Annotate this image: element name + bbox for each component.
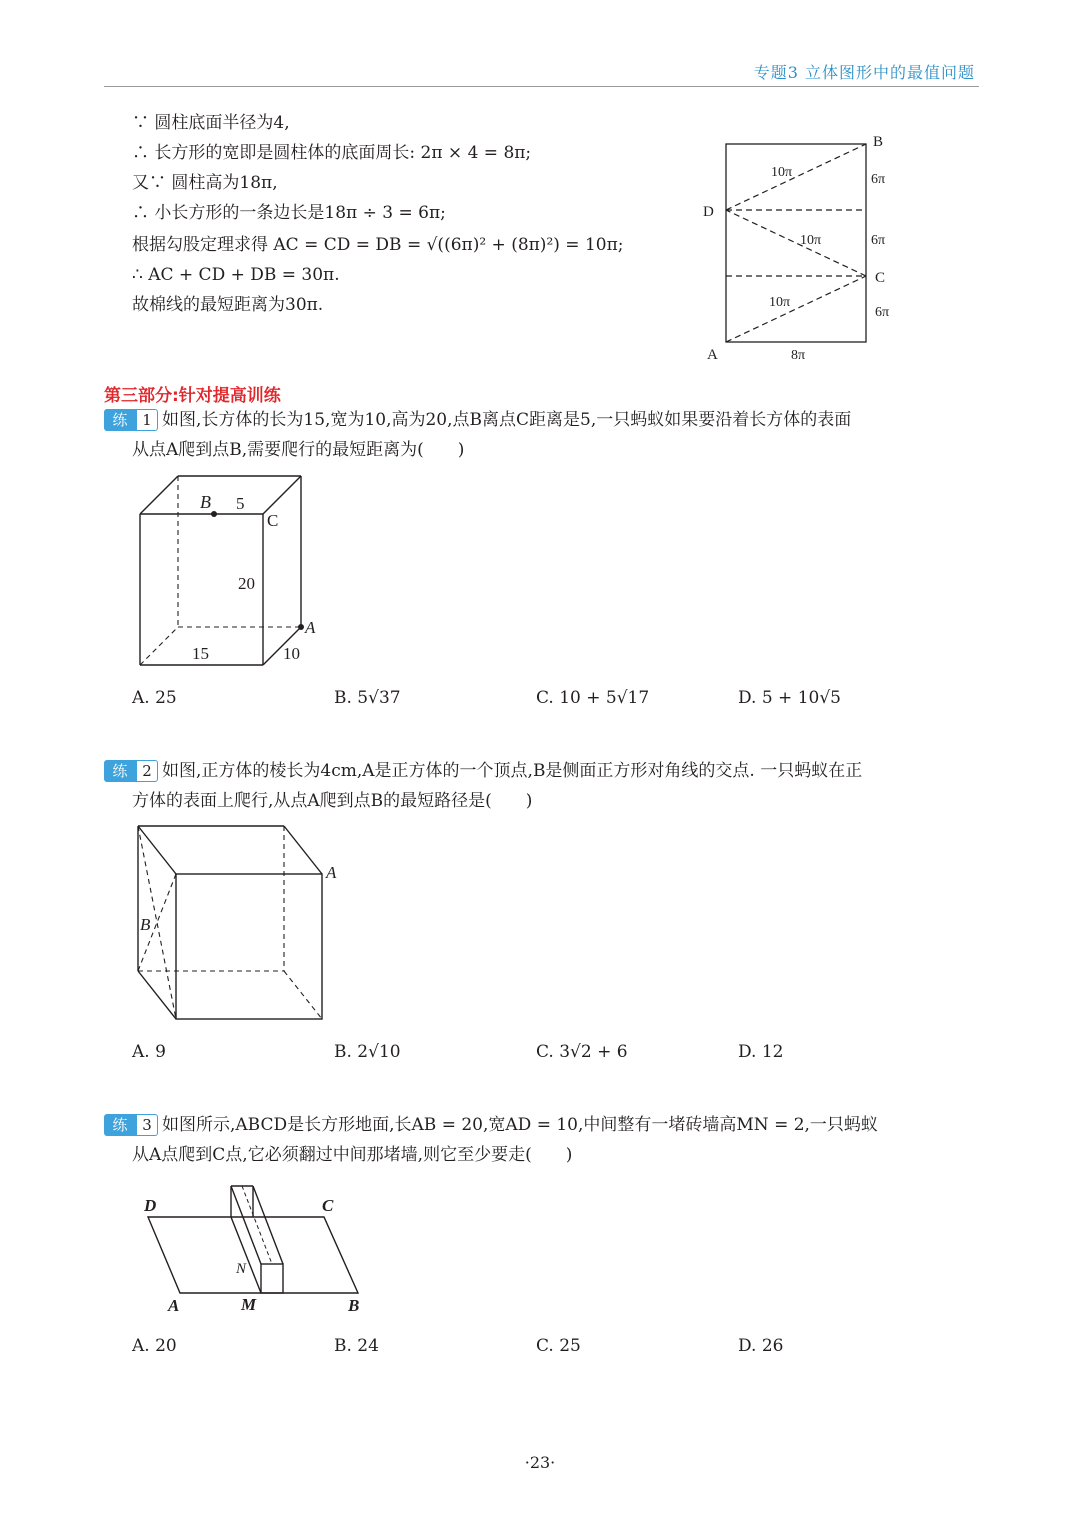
exercise-3-option-b[interactable]: B. 24 [334,1336,379,1356]
label-D: D [144,1196,157,1215]
page-number: ·23· [524,1453,556,1472]
exercise-2-text-line-2: 方体的表面上爬行,从点A爬到点B的最短路径是( ) [132,791,533,811]
unrolled-cylinder-figure [695,128,905,368]
exercise-2-option-b[interactable]: B. 2√10 [334,1042,401,1062]
exercise-badge-label: 练 [104,1114,136,1136]
label-A: A [326,863,337,882]
cube-figure [128,820,348,1025]
label-20: 20 [238,574,255,593]
solution-line-2: ∴ 长方形的宽即是圆柱体的底面周长: 2π × 4 = 8π; [132,143,532,163]
label-A: A [168,1296,180,1315]
solution-line-6: ∴ AC + CD + DB = 30π. [132,265,340,285]
label-N: N [236,1261,247,1277]
cuboid-figure [128,470,328,670]
label-side3: 6π [875,305,890,320]
exercise-2-option-a[interactable]: A. 9 [132,1042,166,1062]
rect-outline [726,144,866,342]
exercise-2-option-d[interactable]: D. 12 [738,1042,784,1062]
label-A: A [305,618,316,637]
exercise-3-option-a[interactable]: A. 20 [132,1336,177,1356]
label-side2: 6π [871,233,886,248]
exercise-1-text-line-2: 从点A爬到点B,需要爬行的最短距离为( ) [132,440,465,460]
point-B-dot [211,511,217,517]
wall-parallelogram-figure [130,1180,380,1320]
label-bottom: 8π [791,348,806,363]
label-5: 5 [236,494,245,513]
exercise-badge-number: 1 [136,409,158,431]
point-A-dot [298,624,304,630]
exercise-badge-label: 练 [104,409,136,431]
exercise-2-option-c[interactable]: C. 3√2 + 6 [536,1042,628,1062]
label-B: B [873,134,884,150]
solution-line-1: ∵ 圆柱底面半径为4, [132,113,290,133]
exercise-badge-number: 2 [136,760,158,782]
exercise-3-option-d[interactable]: D. 26 [738,1336,784,1356]
label-seg2: 10π [800,233,822,248]
label-B: B [348,1296,360,1315]
exercise-3-badge [104,1114,158,1136]
label-15: 15 [192,644,209,663]
exercise-badge-label: 练 [104,760,136,782]
label-M: M [241,1295,257,1314]
label-seg3: 10π [769,295,791,310]
section-title: 第三部分:针对提高训练 [104,386,281,406]
label-C: C [875,270,886,286]
label-D: D [703,204,714,220]
solution-line-3: 又∵ 圆柱高为18π, [132,173,278,193]
label-10: 10 [283,644,300,663]
label-A: A [707,347,718,363]
exercise-2-text-line-1: 如图,正方体的棱长为4cm,A是正方体的一个顶点,B是侧面正方形对角线的交点. 一只蚂蚁在正 [162,761,863,781]
exercise-1-text-line-1: 如图,长方体的长为15,宽为10,高为20,点B离点C距离是5,一只蚂蚁如果要沿着长方体的表面 [162,410,852,430]
label-B: B [200,492,211,512]
exercise-3-text-line-1: 如图所示,ABCD是长方形地面,长AB = 20,宽AD = 10,中间整有一堵砖墙高MN = 2,一只蚂蚁 [162,1115,878,1135]
path-AC [726,276,866,342]
solution-line-4: ∴ 小长方形的一条边长是18π ÷ 3 = 6π; [132,203,446,223]
exercise-2-badge [104,760,158,782]
path-DB [726,144,866,210]
exercise-1-option-d[interactable]: D. 5 + 10√5 [738,688,841,708]
exercise-1-badge [104,409,158,431]
exercise-1-option-a[interactable]: A. 25 [132,688,177,708]
header-title: 专题3 立体图形中的最值问题 [753,63,975,82]
label-side1: 6π [871,172,886,187]
path-CD [726,210,866,276]
label-seg1: 10π [771,165,793,180]
solution-line-7: 故棉线的最短距离为30π. [132,295,324,315]
exercise-1-option-b[interactable]: B. 5√37 [334,688,401,708]
label-C: C [267,511,279,530]
exercise-badge-number: 3 [136,1114,158,1136]
solution-line-5: 根据勾股定理求得 AC = CD = DB = √((6π)² + (8π)²) = 10π; [132,235,624,255]
exercise-1-option-c[interactable]: C. 10 + 5√17 [536,688,650,708]
header-rule [104,86,979,87]
exercise-3-text-line-2: 从A点爬到C点,它必须翻过中间那堵墙,则它至少要走( ) [132,1145,573,1165]
label-C: C [322,1196,334,1215]
exercise-3-option-c[interactable]: C. 25 [536,1336,581,1356]
label-B: B [140,915,151,934]
